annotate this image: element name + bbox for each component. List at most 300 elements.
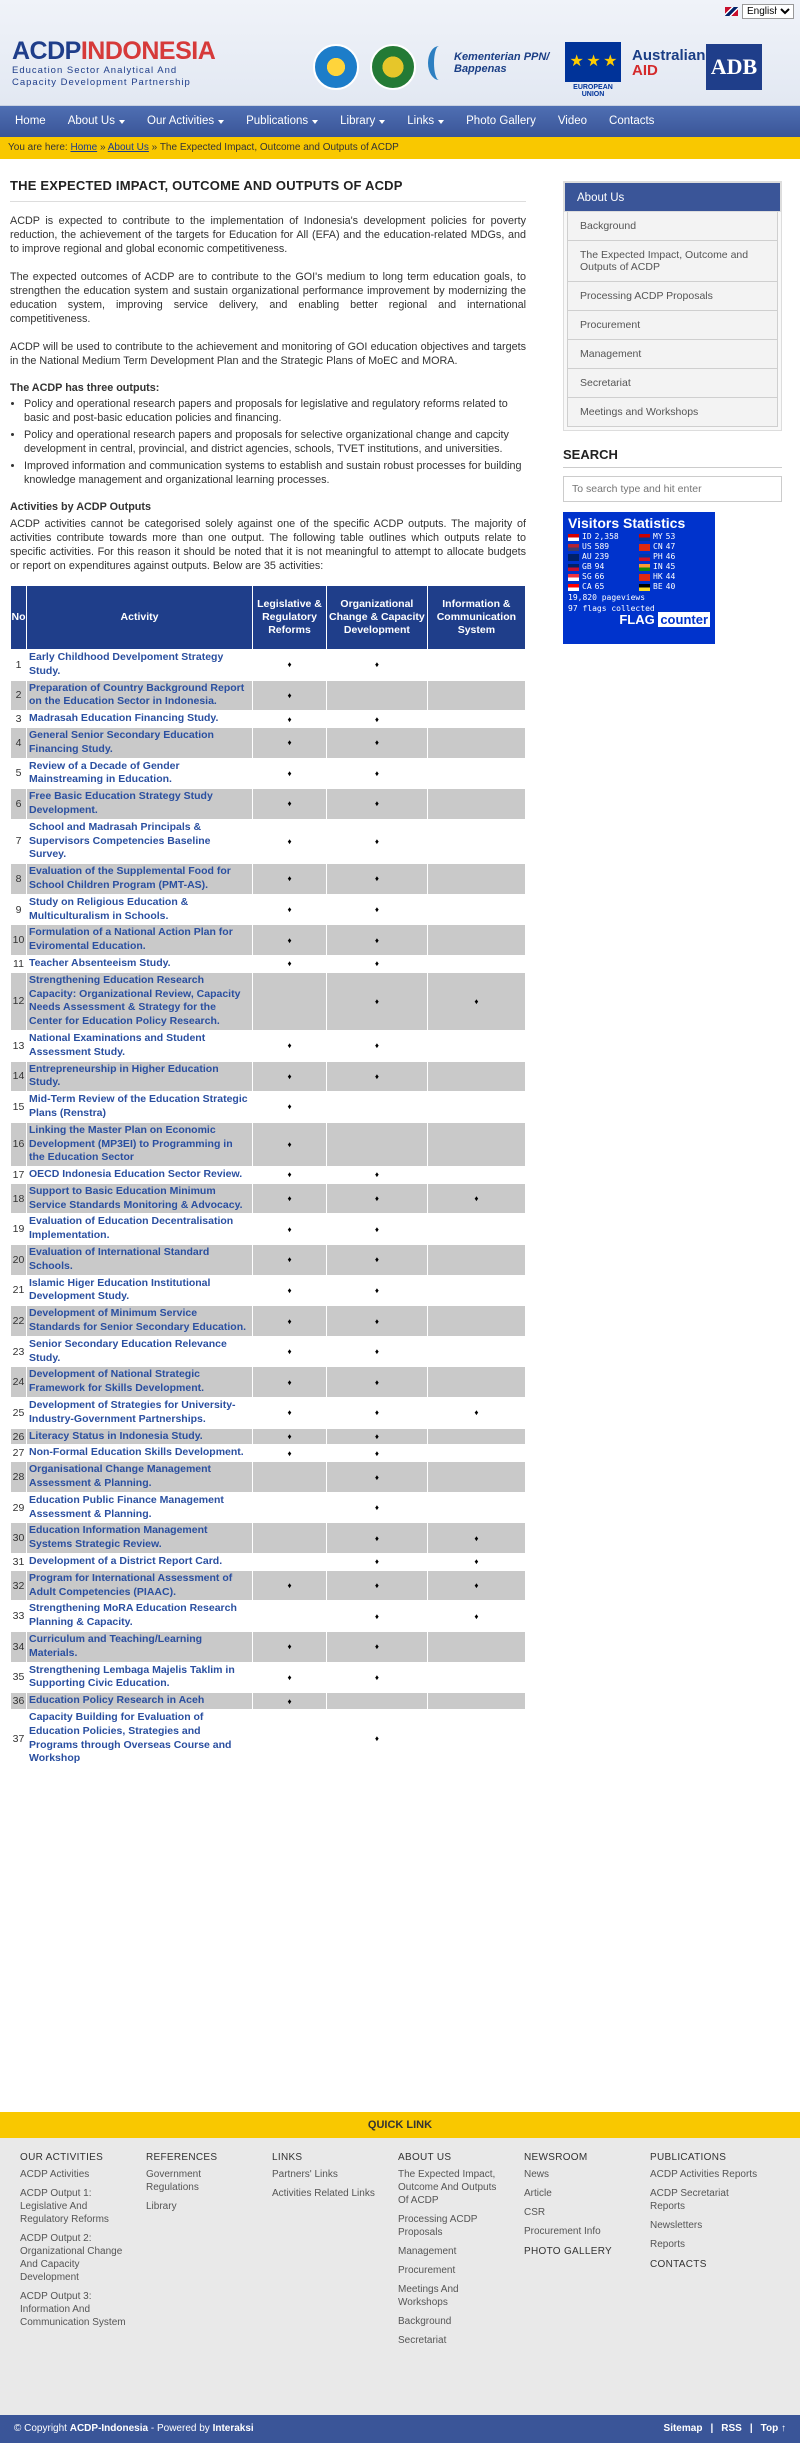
footer-column-title: OUR ACTIVITIES <box>20 2152 104 2163</box>
activity-link[interactable]: Entrepreneurship in Higher Education Study. <box>27 1061 253 1092</box>
footer-link[interactable]: ACDP Activities <box>20 2169 90 2180</box>
output-marker: ♦ <box>327 1554 428 1571</box>
row-number: 1 <box>11 650 27 681</box>
row-number: 25 <box>11 1398 27 1429</box>
activity-link[interactable]: Formulation of a National Action Plan for Eviromental Education. <box>27 925 253 956</box>
table-row <box>11 819 526 863</box>
table-row <box>11 894 526 925</box>
eu-logo: ★ ★ ★ EUROPEAN UNION <box>565 42 621 100</box>
output-marker: ♦ <box>253 1570 327 1601</box>
output-marker <box>427 1122 525 1166</box>
output-marker: ♦ <box>253 1183 327 1214</box>
activity-link[interactable]: Linking the Master Plan on Economic Development (MP3EI) to Programming in the Education Sector <box>27 1122 253 1166</box>
output-marker: ♦ <box>327 1428 428 1445</box>
output-marker: ♦ <box>253 1662 327 1693</box>
caret-down-icon <box>438 120 444 124</box>
logo-text-acdp: ACDP <box>12 37 81 65</box>
row-number: 7 <box>11 819 27 863</box>
visitor-country: CN 47 <box>639 542 710 552</box>
output-marker: ♦ <box>327 955 428 972</box>
nav-item-photo-gallery[interactable]: Photo Gallery <box>466 115 536 127</box>
row-number: 4 <box>11 727 27 758</box>
output-marker <box>327 1693 428 1710</box>
activity-link[interactable]: Development of Minimum Service Standards for Senior Secondary Education. <box>27 1306 253 1337</box>
table-row <box>11 1632 526 1663</box>
footer-column <box>146 2152 272 2415</box>
language-switcher <box>725 4 794 19</box>
nav-item-home[interactable]: Home <box>15 115 46 127</box>
output-marker: ♦ <box>253 1167 327 1184</box>
nav-item-links[interactable]: Links <box>396 106 455 137</box>
activities-paragraph: ACDP activities cannot be categorised solely against one of the specific ACDP outputs. The majority of activities contribute towards more than one output. The following table outlines which outputs relate to specific activities. For this reason it should be noted that it is not meaningful to attempt to allocate budgets or report on expenditures against outputs. Below are 35 activities: <box>10 518 526 572</box>
row-number: 21 <box>11 1275 27 1306</box>
sidebar-item[interactable]: Meetings and Workshops <box>567 398 778 427</box>
footer-link[interactable]: News <box>524 2169 550 2180</box>
uk-flag-icon <box>725 7 738 16</box>
activity-link[interactable]: Strengthening MoRA Education Research Planning & Capacity. <box>27 1601 253 1632</box>
table-row <box>11 1183 526 1214</box>
activity-link[interactable]: Strengthening Education Research Capacity: Organizational Review, Capacity Needs Assessment & Strategy for the Center for Education Policy Research. <box>27 972 253 1030</box>
output-marker <box>427 1061 525 1092</box>
country-flag-icon <box>568 544 579 551</box>
flag-counter-logo: FLAG counter <box>619 612 708 627</box>
activity-link[interactable]: Program for International Assessment of Adult Competencies (PIAAC). <box>27 1570 253 1601</box>
output-marker: ♦ <box>327 1445 428 1462</box>
output-marker <box>427 680 525 711</box>
output-marker: ♦ <box>253 1306 327 1337</box>
site-logo[interactable] <box>12 38 215 88</box>
outputs-list <box>24 398 526 487</box>
breadcrumb-home[interactable]: Home <box>70 142 98 153</box>
output-marker: ♦ <box>327 894 428 925</box>
copyright-site-link[interactable]: ACDP-Indonesia <box>69 2423 149 2434</box>
output-marker: ♦ <box>253 1245 327 1276</box>
footer-link[interactable]: ACDP Output 2: Organizational Change And Capacity Development <box>20 2233 123 2283</box>
output-item: • Policy and operational research papers and proposals for legislative and regulatory reforms related to basic and post-basic education policies and financing. <box>24 398 526 425</box>
footer-link[interactable]: ACDP Secretariat Reports <box>650 2188 729 2212</box>
footer-link[interactable]: CSR <box>524 2207 546 2218</box>
bappenas-arc-icon <box>428 46 450 80</box>
row-number: 9 <box>11 894 27 925</box>
country-flag-icon <box>568 574 579 581</box>
output-marker: ♦ <box>253 650 327 681</box>
output-marker: ♦ <box>327 1709 428 1767</box>
table-row <box>11 1462 526 1493</box>
language-select[interactable] <box>742 4 794 19</box>
output-marker: ♦ <box>327 650 428 681</box>
output-marker: ♦ <box>253 727 327 758</box>
row-number: 6 <box>11 789 27 820</box>
table-row <box>11 1662 526 1693</box>
sidebar-item[interactable]: Secretariat <box>567 369 778 398</box>
activity-link[interactable]: Strengthening Lembaga Majelis Taklim in Supporting Civic Education. <box>27 1662 253 1693</box>
output-marker: ♦ <box>327 1662 428 1693</box>
search-input[interactable] <box>563 476 782 502</box>
nav-item-publications[interactable]: Publications <box>235 106 329 137</box>
output-marker: ♦ <box>327 1306 428 1337</box>
country-flag-icon <box>568 564 579 571</box>
output-marker: ♦ <box>327 1398 428 1429</box>
table-row <box>11 972 526 1030</box>
table-row <box>11 1122 526 1166</box>
output-item: • Policy and operational research papers and proposals for selective organizational change and capcity development in central, provincial, and district agencies, schools, TVET institutions, and universities. <box>24 429 526 456</box>
country-flag-icon <box>639 564 650 571</box>
output-marker: ♦ <box>327 1492 428 1523</box>
output-marker <box>253 1709 327 1767</box>
footer-bar-link[interactable]: Sitemap <box>663 2423 703 2434</box>
footer-link[interactable]: Reports <box>650 2239 686 2250</box>
caret-down-icon <box>312 120 318 124</box>
footer-column-title: REFERENCES <box>146 2152 218 2163</box>
output-marker: ♦ <box>327 819 428 863</box>
output-marker: ♦ <box>427 972 525 1030</box>
pageviews-count: 19,820 pageviews <box>568 593 646 602</box>
nav-item-contacts[interactable]: Contacts <box>609 115 655 127</box>
row-number: 27 <box>11 1445 27 1462</box>
footer-link[interactable]: ACDP Output 1: Legislative And Regulatory Reforms <box>20 2188 109 2225</box>
output-marker: ♦ <box>253 925 327 956</box>
bappenas-logo: Kementerian PPN/ Bappenas <box>428 46 549 80</box>
col-organizational: Organizational Change & Capacity Development <box>327 586 428 650</box>
output-marker <box>427 1662 525 1693</box>
table-row <box>11 1336 526 1367</box>
quick-link-bar: QUICK LINK <box>0 2112 800 2138</box>
output-marker: ♦ <box>327 727 428 758</box>
row-number: 23 <box>11 1336 27 1367</box>
footer-column-title: ABOUT US <box>398 2152 452 2163</box>
activity-link[interactable]: Evaluation of the Supplemental Food for School Children Program (PMT-AS). <box>27 864 253 895</box>
output-marker <box>427 1445 525 1462</box>
main-content <box>10 178 526 1768</box>
footer-link[interactable]: The Expected Impact, Outcome And Outputs Of ACDP <box>398 2169 497 2206</box>
activity-link[interactable]: Support to Basic Education Minimum Service Standards Monitoring & Advocacy. <box>27 1183 253 1214</box>
row-number: 30 <box>11 1523 27 1554</box>
output-marker <box>427 711 525 728</box>
output-marker <box>427 758 525 789</box>
country-flag-icon <box>639 544 650 551</box>
flags-count: 97 flags collected <box>568 604 655 613</box>
activities-table <box>10 585 526 1768</box>
logo-text-indonesia: INDONESIA <box>80 37 216 65</box>
row-number: 15 <box>11 1092 27 1123</box>
caret-down-icon <box>119 120 125 124</box>
visitor-country: IN 45 <box>639 562 710 572</box>
country-flag-icon <box>568 534 579 541</box>
outputs-heading: The ACDP has three outputs: <box>10 382 160 394</box>
activity-link[interactable]: General Senior Secondary Education Financing Study. <box>27 727 253 758</box>
sidebar-item[interactable]: Processing ACDP Proposals <box>567 282 778 311</box>
output-marker: ♦ <box>253 955 327 972</box>
table-row <box>11 727 526 758</box>
activities-heading: Activities by ACDP Outputs <box>10 501 151 513</box>
footer-link[interactable]: Partners' Links <box>272 2169 338 2180</box>
activity-link[interactable]: School and Madrasah Principals & Supervisors Competencies Baseline Survey. <box>27 819 253 863</box>
breadcrumb: You are here: Home » About Us » The Expected Impact, Outcome and Outputs of ACDP <box>0 137 800 159</box>
table-row <box>11 1398 526 1429</box>
output-marker: ♦ <box>327 1336 428 1367</box>
output-marker <box>427 650 525 681</box>
output-marker <box>327 680 428 711</box>
main-nav <box>0 106 800 137</box>
table-row <box>11 1554 526 1571</box>
activity-link[interactable]: Study on Religious Education & Multiculturalism in Schools. <box>27 894 253 925</box>
output-marker <box>427 727 525 758</box>
footer-column <box>650 2152 776 2415</box>
footer-bar-link[interactable]: RSS <box>721 2423 742 2434</box>
footer-link[interactable]: Meetings And Workshops <box>398 2284 459 2308</box>
nav-item-about-us[interactable]: About Us <box>57 106 136 137</box>
output-marker <box>427 1367 525 1398</box>
nav-item-library[interactable]: Library <box>329 106 396 137</box>
row-number: 35 <box>11 1662 27 1693</box>
table-row <box>11 1693 526 1710</box>
output-marker: ♦ <box>327 789 428 820</box>
table-row <box>11 1092 526 1123</box>
table-row <box>11 1030 526 1061</box>
table-row <box>11 758 526 789</box>
breadcrumb-about[interactable]: About Us <box>107 142 149 153</box>
output-marker <box>427 1492 525 1523</box>
row-number: 2 <box>11 680 27 711</box>
search-widget <box>563 447 782 502</box>
footer-links <box>0 2138 800 2415</box>
footer-column-title: NEWSROOM <box>524 2152 588 2163</box>
output-marker <box>427 1030 525 1061</box>
kemdikbud-logo-icon <box>313 44 359 90</box>
copyright: © Copyright ACDP-Indonesia - Powered by Interaksi <box>14 2423 254 2434</box>
output-marker <box>427 1275 525 1306</box>
output-marker <box>427 1306 525 1337</box>
row-number: 12 <box>11 972 27 1030</box>
footer-column-title: LINKS <box>272 2152 303 2163</box>
activity-link[interactable]: Early Childhood Develpoment Strategy Study. <box>27 650 253 681</box>
output-marker: ♦ <box>253 1398 327 1429</box>
output-marker: ♦ <box>253 1445 327 1462</box>
output-marker: ♦ <box>253 1061 327 1092</box>
output-marker <box>427 955 525 972</box>
activity-link[interactable]: Education Information Management Systems Strategic Review. <box>27 1523 253 1554</box>
activity-link[interactable]: Development of National Strategic Framework for Skills Development. <box>27 1367 253 1398</box>
output-marker: ♦ <box>327 1167 428 1184</box>
footer-section-link[interactable]: PHOTO GALLERY <box>524 2246 613 2257</box>
activity-link[interactable]: Evaluation of International Standard Schools. <box>27 1245 253 1276</box>
page-title: THE EXPECTED IMPACT, OUTCOME AND OUTPUTS OF ACDP <box>10 178 526 202</box>
output-marker <box>427 1214 525 1245</box>
output-marker: ♦ <box>327 972 428 1030</box>
output-marker <box>253 972 327 1030</box>
caret-down-icon <box>218 120 224 124</box>
table-row <box>11 680 526 711</box>
table-row <box>11 955 526 972</box>
output-marker: ♦ <box>327 1462 428 1493</box>
breadcrumb-current: The Expected Impact, Outcome and Outputs of ACDP <box>159 142 399 153</box>
output-marker: ♦ <box>327 1183 428 1214</box>
activity-link[interactable]: Development of a District Report Card. <box>27 1554 253 1571</box>
footer-column <box>20 2152 146 2415</box>
footer-link[interactable]: Article <box>524 2188 552 2199</box>
footer-link[interactable]: Procurement <box>398 2265 456 2276</box>
monitoring-paragraph: ACDP will be used to contribute to the achievement and monitoring of GOI education objectives and targets in the National Medium Term Development Plan and the Strategic Plans of MoEC and MORA. <box>10 341 526 367</box>
output-marker: ♦ <box>253 819 327 863</box>
output-marker <box>427 864 525 895</box>
activity-link[interactable]: OECD Indonesia Education Sector Review. <box>27 1167 253 1184</box>
table-row <box>11 1492 526 1523</box>
search-title: SEARCH <box>563 447 782 468</box>
footer-section-link[interactable]: CONTACTS <box>650 2259 707 2270</box>
output-marker <box>427 1693 525 1710</box>
activity-link[interactable]: Literacy Status in Indonesia Study. <box>27 1428 253 1445</box>
col-activity: Activity <box>27 586 253 650</box>
activity-link[interactable]: Free Basic Education Strategy Study Development. <box>27 789 253 820</box>
output-marker: ♦ <box>253 1122 327 1166</box>
row-number: 20 <box>11 1245 27 1276</box>
output-marker: ♦ <box>327 711 428 728</box>
activity-link[interactable]: Evaluation of Education Decentralisation Implementation. <box>27 1214 253 1245</box>
activity-link[interactable]: Development of Strategies for University-Industry-Government Partnerships. <box>27 1398 253 1429</box>
activity-link[interactable]: Islamic Higer Education Institutional Development Study. <box>27 1275 253 1306</box>
row-number: 31 <box>11 1554 27 1571</box>
country-flag-icon <box>639 554 650 561</box>
activity-link[interactable]: Non-Formal Education Skills Development. <box>27 1445 253 1462</box>
site-header <box>0 0 800 106</box>
footer-link[interactable]: Management <box>398 2246 457 2257</box>
output-marker: ♦ <box>253 711 327 728</box>
sidebar-item[interactable]: Management <box>567 340 778 369</box>
footer-link[interactable]: Newsletters <box>650 2220 703 2231</box>
output-marker: ♦ <box>253 1214 327 1245</box>
output-marker: ♦ <box>253 680 327 711</box>
visitor-country: MY 53 <box>639 532 710 542</box>
activity-link[interactable]: Education Policy Research in Aceh <box>27 1693 253 1710</box>
visitor-country: HK 44 <box>639 572 710 582</box>
activity-link[interactable]: Madrasah Education Financing Study. <box>27 711 253 728</box>
row-number: 10 <box>11 925 27 956</box>
table-row <box>11 1367 526 1398</box>
output-marker: ♦ <box>253 1428 327 1445</box>
footer-bar-link[interactable]: Top ↑ <box>760 2423 786 2434</box>
output-marker: ♦ <box>327 1601 428 1632</box>
visitor-country: ID 2,358 <box>568 532 639 542</box>
table-row <box>11 1428 526 1445</box>
row-number: 3 <box>11 711 27 728</box>
footer-link[interactable]: Government Regulations <box>146 2169 202 2193</box>
footer-link[interactable]: Activities Related Links <box>272 2188 375 2199</box>
row-number: 34 <box>11 1632 27 1663</box>
sidebar-item[interactable]: Procurement <box>567 311 778 340</box>
activity-link[interactable]: Teacher Absenteeism Study. <box>27 955 253 972</box>
output-marker: ♦ <box>327 1632 428 1663</box>
output-marker: ♦ <box>327 925 428 956</box>
footer-link[interactable]: Background <box>398 2316 452 2327</box>
output-marker: ♦ <box>253 789 327 820</box>
output-marker <box>253 1492 327 1523</box>
row-number: 32 <box>11 1570 27 1601</box>
output-marker <box>427 1709 525 1767</box>
footer-separator: | <box>749 2423 753 2434</box>
nav-item-our-activities[interactable]: Our Activities <box>136 106 235 137</box>
footer-link[interactable]: ACDP Output 3: Information And Communication System <box>20 2291 126 2328</box>
powered-by-link[interactable]: Interaksi <box>212 2423 254 2434</box>
output-marker: ♦ <box>327 1570 428 1601</box>
table-row <box>11 1601 526 1632</box>
footer-column-title: PUBLICATIONS <box>650 2152 727 2163</box>
output-marker: ♦ <box>427 1398 525 1429</box>
table-row <box>11 1306 526 1337</box>
output-marker <box>427 819 525 863</box>
activity-link[interactable]: Curriculum and Teaching/Learning Materials. <box>27 1632 253 1663</box>
output-item: • Improved information and communication systems to establish and sustain robust processes for building knowledge management and organizational learning processes. <box>24 460 526 487</box>
output-marker <box>327 1122 428 1166</box>
footer-column <box>398 2152 524 2415</box>
country-flag-icon <box>568 554 579 561</box>
footer-link[interactable]: Library <box>146 2201 177 2212</box>
output-marker <box>427 1245 525 1276</box>
footer-link[interactable]: Procurement Info <box>524 2226 601 2237</box>
footer-column <box>524 2152 650 2415</box>
visitor-country: PH 46 <box>639 552 710 562</box>
about-submenu <box>563 181 782 431</box>
visitor-country: SG 66 <box>568 572 639 582</box>
logo-tagline-2: Capacity Development Partnership <box>12 77 191 88</box>
row-number: 16 <box>11 1122 27 1166</box>
eu-stars-icon: ★ ★ ★ <box>565 42 621 82</box>
row-number: 18 <box>11 1183 27 1214</box>
country-flag-icon <box>639 534 650 541</box>
activity-link[interactable]: Mid-Term Review of the Education Strategic Plans (Renstra) <box>27 1092 253 1123</box>
activity-link[interactable]: National Examinations and Student Assessment Study. <box>27 1030 253 1061</box>
table-row <box>11 1570 526 1601</box>
output-marker <box>427 1428 525 1445</box>
output-marker: ♦ <box>253 1030 327 1061</box>
footer-bar <box>0 2415 800 2443</box>
row-number: 24 <box>11 1367 27 1398</box>
row-number: 36 <box>11 1693 27 1710</box>
activity-link[interactable]: Capacity Building for Evaluation of Education Policies, Strategies and Programs through Overseas Course and Workshop <box>27 1709 253 1767</box>
table-row <box>11 1709 526 1767</box>
activity-link[interactable]: Organisational Change Management Assessment & Planning. <box>27 1462 253 1493</box>
footer-link[interactable]: Secretariat <box>398 2335 447 2346</box>
footer-link[interactable]: ACDP Activities Reports <box>650 2169 758 2180</box>
row-number: 17 <box>11 1167 27 1184</box>
activity-link[interactable]: Senior Secondary Education Relevance Study. <box>27 1336 253 1367</box>
table-row <box>11 1167 526 1184</box>
nav-item-video[interactable]: Video <box>557 115 588 127</box>
visitor-stats-widget[interactable] <box>563 512 715 644</box>
row-number: 22 <box>11 1306 27 1337</box>
table-row <box>11 1445 526 1462</box>
table-row <box>11 711 526 728</box>
footer-link[interactable]: Processing ACDP Proposals <box>398 2214 478 2238</box>
output-marker: ♦ <box>253 1336 327 1367</box>
activity-link[interactable]: Education Public Finance Management Assessment & Planning. <box>27 1492 253 1523</box>
table-row <box>11 1245 526 1276</box>
sidebar-item[interactable]: The Expected Impact, Outcome and Outputs of ACDP <box>567 241 778 282</box>
table-row <box>11 1523 526 1554</box>
output-marker: ♦ <box>327 1367 428 1398</box>
output-marker: ♦ <box>253 1092 327 1123</box>
activity-link[interactable]: Review of a Decade of Gender Mainstreaming in Education. <box>27 758 253 789</box>
table-row <box>11 650 526 681</box>
output-marker <box>427 1092 525 1123</box>
sidebar-heading: About Us <box>564 182 781 212</box>
sidebar-item[interactable]: Background <box>567 212 778 241</box>
output-marker <box>427 1462 525 1493</box>
outcomes-paragraph: The expected outcomes of ACDP are to contribute to the GOI's medium to long term education goals, to strengthen the education system and sustain organizational performance improvement by modernizing the education system, improving service delivery, and enabling better regional and international competitiveness. <box>10 271 526 325</box>
output-marker: ♦ <box>427 1570 525 1601</box>
row-number: 19 <box>11 1214 27 1245</box>
table-row <box>11 1214 526 1245</box>
activity-link[interactable]: Preparation of Country Background Report on the Education Sector in Indonesia. <box>27 680 253 711</box>
